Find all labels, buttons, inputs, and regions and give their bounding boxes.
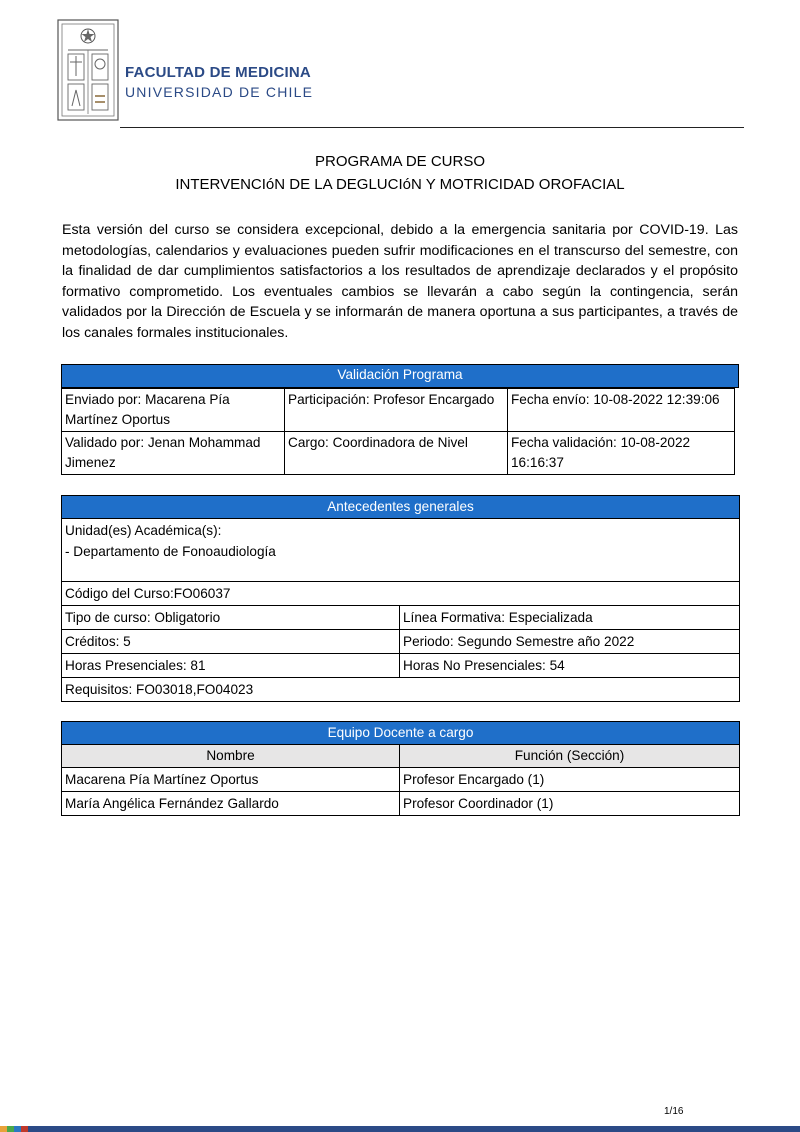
- faculty-name: FACULTAD DE MEDICINA: [125, 64, 311, 81]
- linea-cell: Línea Formativa: Especializada: [400, 606, 740, 630]
- tipo-cell: Tipo de curso: Obligatorio: [62, 606, 400, 630]
- covid-notice-paragraph: Esta versión del curso se considera excepcional, debido a la emergencia sanitaria por COVID-19. Las metodologías, calendarios y evaluaciones pueden sufrir modificaciones en el transcurso del semestre, con la finalidad de dar cumplimientos satisfactorios a los resultados de aprendizaje declarados y el propósito formativo comprometido. Los eventuales cambios se llevarán a cabo según la contingencia, serán validados por la Dirección de Escuela y se informarán de manera oportuna a sus participantes, a través de los canales formales institucionales.: [62, 222, 738, 341]
- column-header-nombre: Nombre: [62, 745, 400, 768]
- table-row: [62, 606, 740, 630]
- table-row: [62, 654, 740, 678]
- university-seal-logo: [56, 18, 120, 122]
- antecedentes-header: Antecedentes generales: [62, 496, 740, 519]
- horas-presenciales-cell: Horas Presenciales: 81: [62, 654, 400, 678]
- table-column-header-row: [62, 745, 740, 768]
- table-row: [62, 768, 740, 792]
- antecedentes-table: [61, 495, 740, 702]
- table-row: [62, 630, 740, 654]
- unidad-label: Unidad(es) Académica(s):: [65, 523, 222, 538]
- table-row: [62, 582, 740, 606]
- funcion-cell: Profesor Encargado (1): [400, 768, 740, 792]
- participacion-cell: Participación: Profesor Encargado: [285, 389, 508, 432]
- footer-color-stripe: [0, 1126, 28, 1132]
- page-number: 1/16: [664, 1106, 684, 1117]
- validado-por-cell: Validado por: Jenan Mohammad Jimenez: [62, 432, 285, 475]
- validacion-table: [61, 388, 735, 475]
- periodo-cell: Periodo: Segundo Semestre año 2022: [400, 630, 740, 654]
- unidad-value: - Departamento de Fonoaudiología: [65, 544, 276, 559]
- column-header-funcion: Función (Sección): [400, 745, 740, 768]
- nombre-cell: Macarena Pía Martínez Oportus: [62, 768, 400, 792]
- course-title: INTERVENCIóN DE LA DEGLUCIóN Y MOTRICIDAD OROFACIAL: [175, 176, 625, 193]
- creditos-cell: Créditos: 5: [62, 630, 400, 654]
- unidad-cell: [62, 519, 740, 582]
- fecha-envio-cell: Fecha envío: 10-08-2022 12:39:06: [508, 389, 735, 432]
- footer-bar: [0, 1126, 800, 1132]
- funcion-cell: Profesor Coordinador (1): [400, 792, 740, 816]
- university-name: UNIVERSIDAD DE CHILE: [125, 84, 314, 100]
- cargo-cell: Cargo: Coordinadora de Nivel: [285, 432, 508, 475]
- codigo-cell: Código del Curso:FO06037: [62, 582, 740, 606]
- header-divider: [120, 127, 744, 128]
- requisitos-cell: Requisitos: FO03018,FO04023: [62, 678, 740, 702]
- fecha-validacion-cell: Fecha validación: 10-08-2022 16:16:37: [508, 432, 735, 475]
- nombre-cell: María Angélica Fernández Gallardo: [62, 792, 400, 816]
- document-title: PROGRAMA DE CURSO: [314, 153, 486, 170]
- table-row: [62, 519, 740, 582]
- equipo-docente-table: [61, 721, 740, 816]
- table-header-row: [62, 496, 740, 519]
- table-row: [62, 678, 740, 702]
- table-row: [62, 389, 735, 432]
- table-header-row: [62, 722, 740, 745]
- table-row: [62, 432, 735, 475]
- enviado-por-cell: Enviado por: Macarena Pía Martínez Oportus: [62, 389, 285, 432]
- table-row: [62, 792, 740, 816]
- horas-no-presenciales-cell: Horas No Presenciales: 54: [400, 654, 740, 678]
- equipo-header: Equipo Docente a cargo: [62, 722, 740, 745]
- validacion-header: Validación Programa: [337, 367, 463, 382]
